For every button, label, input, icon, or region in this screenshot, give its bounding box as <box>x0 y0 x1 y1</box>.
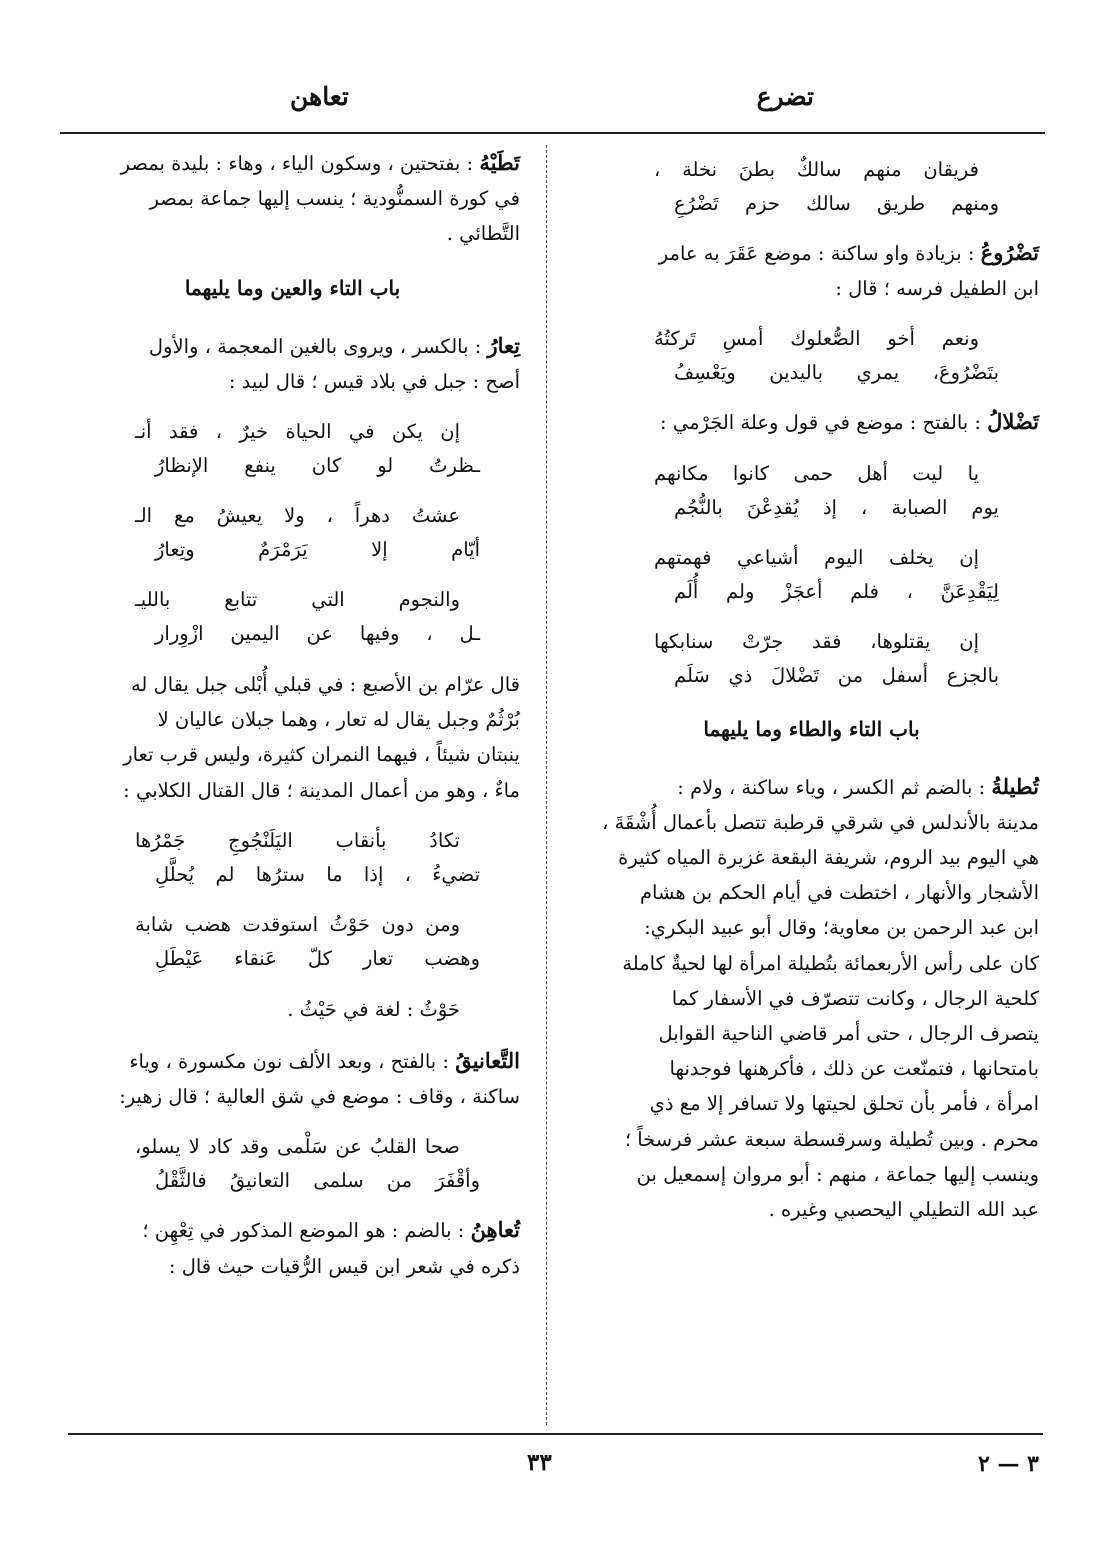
entry-text: وينسب إليها جماعة ، منهم : أبو مروان إسمعيل بن <box>636 1162 1039 1186</box>
printer-signature: ٣ — ٢ <box>978 1451 1039 1477</box>
entry-headword: تَضْرُوعُ <box>980 240 1039 265</box>
verse-hemistich: ـل ، وفيها عن اليمين ازْوِرار <box>155 622 480 646</box>
entry-headword: تَضْلالُ <box>987 409 1039 435</box>
running-head-left: تعاهن <box>290 82 349 111</box>
entry-text: أصح : جبل في بلاد قيس ؛ قال لبيد : <box>228 369 520 393</box>
note-hawth: حَوْثُ : لغة في حَيْثُ . <box>287 997 460 1021</box>
entry-text: بُرْثُمٌ وجبل يقال له تعار ، وهما جبلان عاليان لا <box>157 708 520 732</box>
section-title-ta-ain: باب التاء والعين وما يليهما <box>184 275 401 300</box>
entry-text: الأشجار والأنهار ، اختطت في أيام الحكم بن هشام <box>639 881 1039 905</box>
entry-text: ماءٌ ، وهو من أعمال المدينة ؛ قال القتال الكلابي : <box>123 778 520 802</box>
verse-couplet <box>584 625 1039 693</box>
entry-taahin <box>65 1212 520 1283</box>
left-column <box>65 145 520 1300</box>
verse-nakhla <box>584 153 1039 221</box>
verse-hemistich: أيّام إلا يَرَمْرَمٌ وتِعارُ <box>155 538 480 562</box>
verse-couplet <box>65 583 520 651</box>
entry-text: قال عرّام بن الأصبع : في قبلي أُبْلى جبل يقال له <box>130 673 520 697</box>
entry-headword: تُطيلةُ <box>991 773 1039 799</box>
verse-hemistich: إن يكن في الحياة خيرٌ ، فقد أنـ <box>135 420 460 444</box>
entry-text: : بالكسر ، ويروى بالغين المعجمة ، والأول <box>148 334 482 358</box>
verse-sulook <box>584 322 1039 390</box>
entry-text: ابن الطفيل فرسه ؛ قال : <box>835 277 1039 301</box>
entry-text: ذكره في شعر ابن قيس الرُّقيات حيث قال : <box>168 1254 520 1278</box>
entry-headword: تُعاهِنُ <box>470 1217 520 1243</box>
verse-hemistich: بالجزع أسفل من تَضْلالَ ذي سَلَم <box>674 663 999 687</box>
verse-hemistich: لِيَقْدِعَنَّ ، فلم أعجَزْ ولم أُلَم <box>674 579 999 603</box>
entry-taar <box>65 328 520 399</box>
page-number: ٣٣ <box>527 1449 552 1476</box>
entry-text: ساكنة ، وقاف : موضع في شق العالية ؛ قال زهير: <box>119 1085 520 1109</box>
entry-text: هي اليوم بيد الروم، شريفة البقعة غزيرة المياه كثيرة <box>618 846 1039 870</box>
entry-taaniq <box>65 1043 520 1114</box>
entry-text: يتصرف الرجال ، حتى أمر قاضي الناحية القوابل <box>658 1022 1039 1046</box>
entry-text: محرم . وبين تُطيلة وسرقسطة سبعة عشر فرسخاً ؛ <box>624 1127 1039 1151</box>
entry-text: ابن عبد الرحمن بن معاوية؛ وقال أبو عبيد البكري: <box>644 916 1039 940</box>
entry-text: : بالفتح ، وبعد الألف نون مكسورة ، وياء <box>129 1050 449 1074</box>
verse-couplet <box>65 824 520 892</box>
footer-rule <box>68 1433 1043 1435</box>
verse-wala-jarmi <box>584 457 1039 693</box>
entry-taar-continuation <box>65 667 520 808</box>
entry-text: ينبتان شيئاً ، فيهما النمران كثيرة، وليس قرب تعار <box>123 743 520 767</box>
entry-tutila <box>584 769 1039 1228</box>
verse-hemistich: ومن دون حَوْثُ استوقدت هضب شابة <box>135 912 460 936</box>
verse-hemistich: ومنهم طريق سالك حزم تَضْرُعِ <box>674 192 999 215</box>
entry-text: امرأة ، فأمر بأن تحلق لحيتها ولا تسافر إلا مع ذي <box>649 1092 1039 1116</box>
entry-tadrua <box>584 235 1039 306</box>
verse-hemistich: إن يقتلوها، فقد جرّتْ سنابكها <box>654 629 979 653</box>
entry-headword: التَّعانيقُ <box>455 1048 520 1074</box>
verse-hemistich: عشتُ دهراً ، ولا يعيشُ مع الـ <box>135 504 460 528</box>
entry-tadlal <box>584 404 1039 440</box>
verse-hemistich: إن يخلف اليوم أشياعي فهمتهم <box>654 545 979 569</box>
verse-hemistich: بتَضْرُوعَ، يمري باليدين ويَعْسِفُ <box>674 361 999 385</box>
verse-hemistich: والنجوم التي تتابع بالليـ <box>135 588 460 612</box>
verse-hemistich: وأقْفَرَ من سلمى التعانيقُ فالثَّقْلُ <box>155 1169 480 1193</box>
entry-text: التَّطائي . <box>446 222 520 246</box>
entry-text: في كورة السمنُّودية ؛ ينسب إليها جماعة بمصر <box>149 187 520 211</box>
verse-zuhayr <box>65 1130 520 1198</box>
right-column <box>584 145 1039 1243</box>
entry-text: : بزيادة واو ساكنة : موضع عَقَرَ به عامر <box>658 242 975 265</box>
verse-hemistich: ونعم أخو الصُّعلوك أمسِ تَركتُهُ <box>654 327 979 351</box>
entry-text: : بالضم ثم الكسر ، وياء ساكنة ، ولام : <box>677 775 986 799</box>
entry-text: : بالفتح : موضع في قول وعلة الجَرْمي : <box>660 411 981 435</box>
verse-hemistich: فريقان منهم سالكٌ بطنَ نخلة ، <box>654 158 979 181</box>
verse-hemistich: تضيءُ ، إذا ما سترُها لم يُحلَّلِ <box>155 862 480 886</box>
verse-couplet <box>584 541 1039 609</box>
entry-tatiya <box>65 145 520 252</box>
entry-text: كلحية الرجال ، وكانت تتصرّف في الأسفار كما <box>671 986 1039 1010</box>
verse-hemistich: يا ليت أهل حمى كانوا مكانهم <box>654 461 979 485</box>
entry-text: مدينة بالأندلس في شرقي قرطبة تتصل بأعمال أُشْقَةَ ، <box>602 810 1039 834</box>
running-head-right: تضرع <box>756 82 814 111</box>
entry-headword: تَطَيْهُ <box>479 150 520 175</box>
entry-headword: تِعارُ <box>487 332 520 358</box>
entry-text: عبد الله التطيلي اليحصبي وغيره . <box>768 1198 1039 1222</box>
verse-hemistich: تكادُ بأنقاب اليَلَنْجُوجِ جَمْرُها <box>135 828 460 852</box>
verse-couplet <box>65 415 520 483</box>
section-title-ta-ta: باب التاء والطاء وما يليهما <box>703 716 920 741</box>
verse-labid <box>65 415 520 651</box>
verse-hemistich: وهضب تعار كلّ عَنقاء عَيْطَلِ <box>155 946 480 970</box>
column-divider <box>546 145 547 1425</box>
verse-couplet <box>65 908 520 976</box>
entry-text: بامتحانها ، فتمنّعت عن ذلك ، فأكرهنها فوجدنها <box>669 1057 1039 1081</box>
verse-couplet <box>65 499 520 567</box>
entry-text: كان على رأس الأربعمائة بتُطيلة امرأة لها لحيةٌ كاملة <box>622 951 1039 975</box>
verse-qattal <box>65 824 520 976</box>
entry-text: : بفتحتين ، وسكون الياء ، وهاء : بليدة بمصر <box>120 152 474 175</box>
entry-text: : بالضم : هو الموضع المذكور في تِعْهِن ؛ <box>142 1219 465 1243</box>
verse-hemistich: يوم الصبابة ، إذ يُقدِعْنَ بالنُّجُم <box>674 495 999 519</box>
verse-couplet <box>584 457 1039 525</box>
header-rule <box>60 132 1045 134</box>
verse-hemistich: ـظرتُ لو كان ينفع الإنظارُ <box>155 454 480 478</box>
verse-hemistich: صحا القلبُ عن سَلْمى وقد كاد لا يسلو، <box>135 1135 460 1159</box>
